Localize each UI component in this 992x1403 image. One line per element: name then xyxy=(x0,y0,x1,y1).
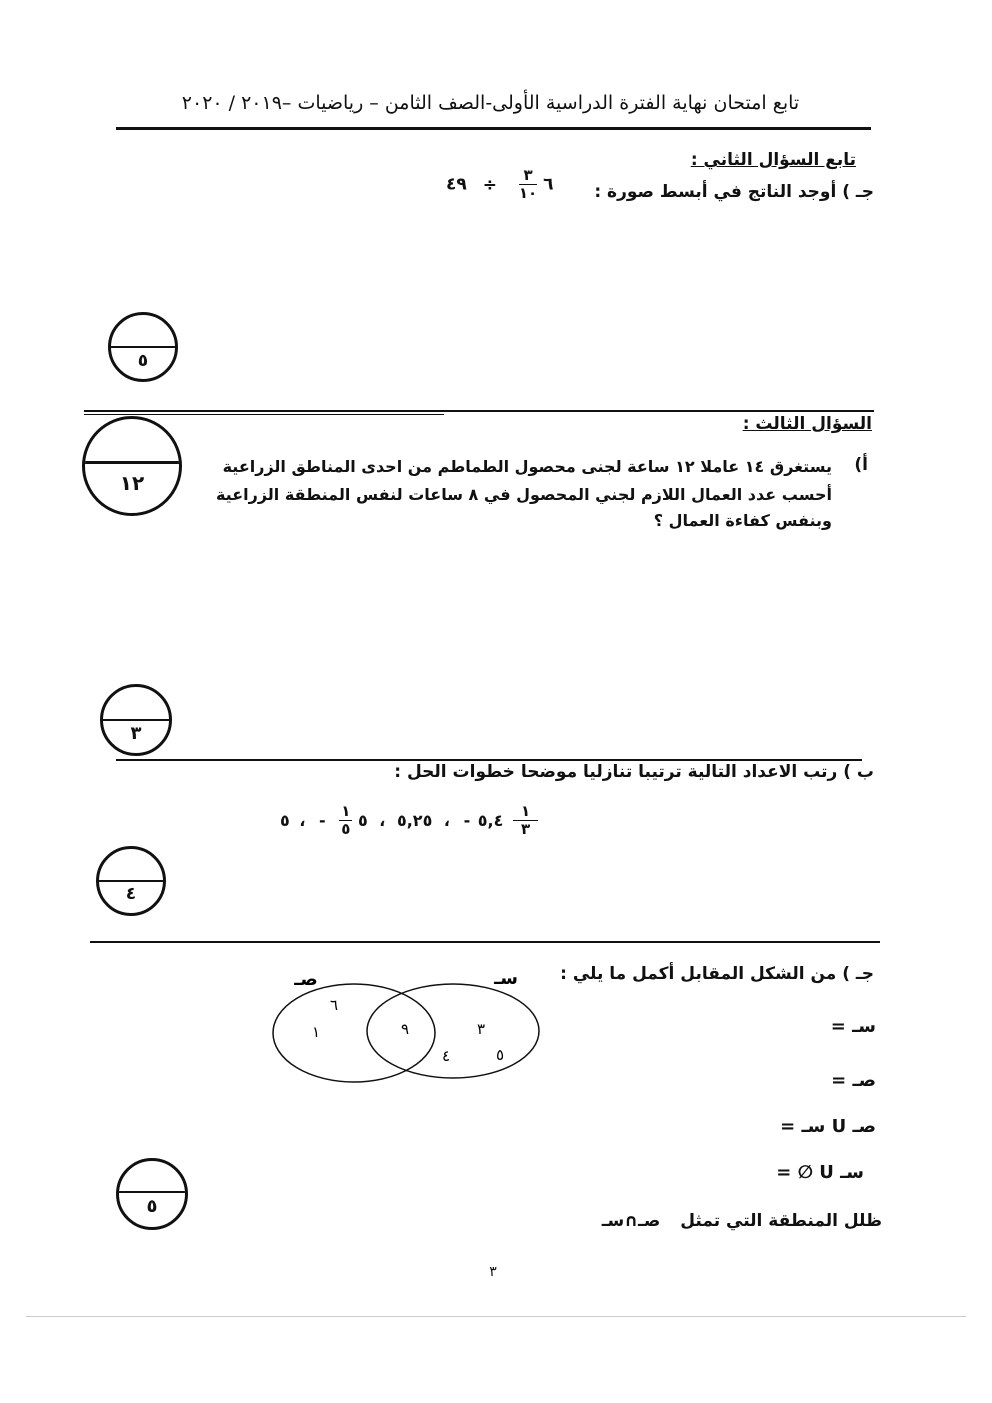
q2-c-question xyxy=(594,182,874,202)
q3-b-t3: ٥,٢٥ xyxy=(396,811,433,830)
q3-a-score-value: ٣ xyxy=(130,723,142,744)
q2-score-value: ٥ xyxy=(137,351,149,371)
q3-c-score-circle xyxy=(116,1158,188,1230)
q3-c-text: من الشكل المقابل أكمل ما يلي : xyxy=(560,964,837,984)
shade-text: ظلل المنطقة التي تمثل xyxy=(680,1211,882,1231)
q3-b-t2-denominator: ٥ xyxy=(341,820,351,838)
q3-a-score-circle xyxy=(100,684,172,756)
q3-b-sep: ، xyxy=(443,811,450,830)
q3-b-question xyxy=(394,762,874,782)
q3-b-label: ب ) xyxy=(843,762,874,782)
shade-instruction xyxy=(602,1211,882,1231)
venn-set-left-ellipse xyxy=(273,984,435,1082)
q3-b-numbers xyxy=(280,804,538,837)
q3-b-text: رتب الاعداد التالية ترتيبا تنازليا موضحا خطوات الحل : xyxy=(394,762,838,782)
venn-diagram xyxy=(260,960,560,1090)
page-number: ٣ xyxy=(489,1264,497,1280)
q3-c-question xyxy=(560,964,874,984)
venn-element: ٥ xyxy=(495,1046,505,1064)
q3-b-t1-whole: ٥ xyxy=(280,811,290,830)
q3-separator-top xyxy=(84,410,874,412)
q3-b-t4: ٥,٤ xyxy=(477,811,504,830)
score-divider xyxy=(99,880,163,882)
q2-continuation-title: تابع السؤال الثاني : xyxy=(690,150,856,170)
blank-line: سـ U ∅ = xyxy=(776,1162,864,1183)
q2-score-circle xyxy=(108,312,178,382)
q3-b-separator xyxy=(116,759,862,761)
q3-b-t1-numerator: ١ xyxy=(513,804,538,821)
venn-set-right-ellipse xyxy=(367,984,539,1078)
q3-b-sep: ، xyxy=(379,811,386,830)
venn-element: ٩ xyxy=(400,1020,410,1038)
q3-b-minus: - xyxy=(463,811,471,830)
footer-rule xyxy=(26,1316,966,1317)
q2-expr-left: ٤٩ xyxy=(446,174,467,195)
q3-a-line1: يستغرق ١٤ عاملا ١٢ ساعة لجنى محصول الطماطم من احدى المناطق الزراعية xyxy=(222,457,832,476)
q2-expr-whole: ٦ xyxy=(543,174,554,195)
score-divider xyxy=(111,346,175,348)
q3-b-score-circle xyxy=(96,846,166,916)
q3-a-line3: وبنفس كفاءة العمال ؟ xyxy=(653,511,832,530)
blank-line: صـ U سـ = xyxy=(780,1116,876,1137)
venn-label-right: سـ xyxy=(494,968,518,989)
blank-line: صـ = xyxy=(831,1070,876,1091)
score-divider xyxy=(103,719,169,721)
q3-b-sep: ، xyxy=(299,811,306,830)
blank-line: سـ = xyxy=(830,1016,876,1037)
q2-expr-operator: ÷ xyxy=(482,174,497,195)
q2-expr-denominator: ١٠ xyxy=(518,184,538,202)
q3-b-t2-whole: ٥ xyxy=(357,811,368,830)
q3-title: السؤال الثالث : xyxy=(742,414,872,434)
score-divider xyxy=(119,1191,185,1193)
q3-c-separator xyxy=(90,941,880,943)
q3-c-score-value: ٥ xyxy=(146,1196,158,1217)
q3-total-score-value: ١٢ xyxy=(119,471,145,495)
header-rule xyxy=(116,127,871,130)
q3-b-t1-denominator: ٣ xyxy=(520,820,531,838)
page-header-title: تابع امتحان نهاية الفترة الدراسية الأولى-الصف الثامن – رياضيات –٢٠١٩ / ٢٠٢٠ xyxy=(181,92,800,114)
q3-b-t2-numerator: ١ xyxy=(341,802,351,820)
q2-expression xyxy=(446,168,553,201)
q3-a-label: أ) xyxy=(854,455,868,475)
shade-expression: صـ∩سـ xyxy=(601,1211,661,1231)
q2-c-label: جـ ) xyxy=(842,182,874,202)
q2-expr-fraction xyxy=(519,168,537,201)
venn-element: ٣ xyxy=(476,1020,486,1038)
q2-expr-numerator: ٣ xyxy=(519,168,537,185)
q3-b-minus: - xyxy=(319,811,326,830)
q3-a-line2: أحسب عدد العمال اللازم لجني المحصول في ٨ ساعات لنفس المنطقة الزراعية xyxy=(215,485,832,504)
score-divider xyxy=(85,461,179,464)
venn-label-left: صـ xyxy=(294,969,318,990)
q3-c-label: جـ ) xyxy=(842,964,874,984)
q3-total-score-circle xyxy=(82,416,182,516)
venn-element: ١ xyxy=(311,1023,321,1041)
venn-element: ٤ xyxy=(441,1047,451,1065)
venn-element: ٦ xyxy=(329,996,339,1014)
q3-b-t1-fraction xyxy=(513,804,538,837)
q2-c-text: أوجد الناتج في أبسط صورة : xyxy=(594,182,837,202)
q3-b-score-value: ٤ xyxy=(125,884,137,904)
q3-separator-bottom xyxy=(84,414,444,415)
q3-b-t2-fraction xyxy=(339,804,352,837)
